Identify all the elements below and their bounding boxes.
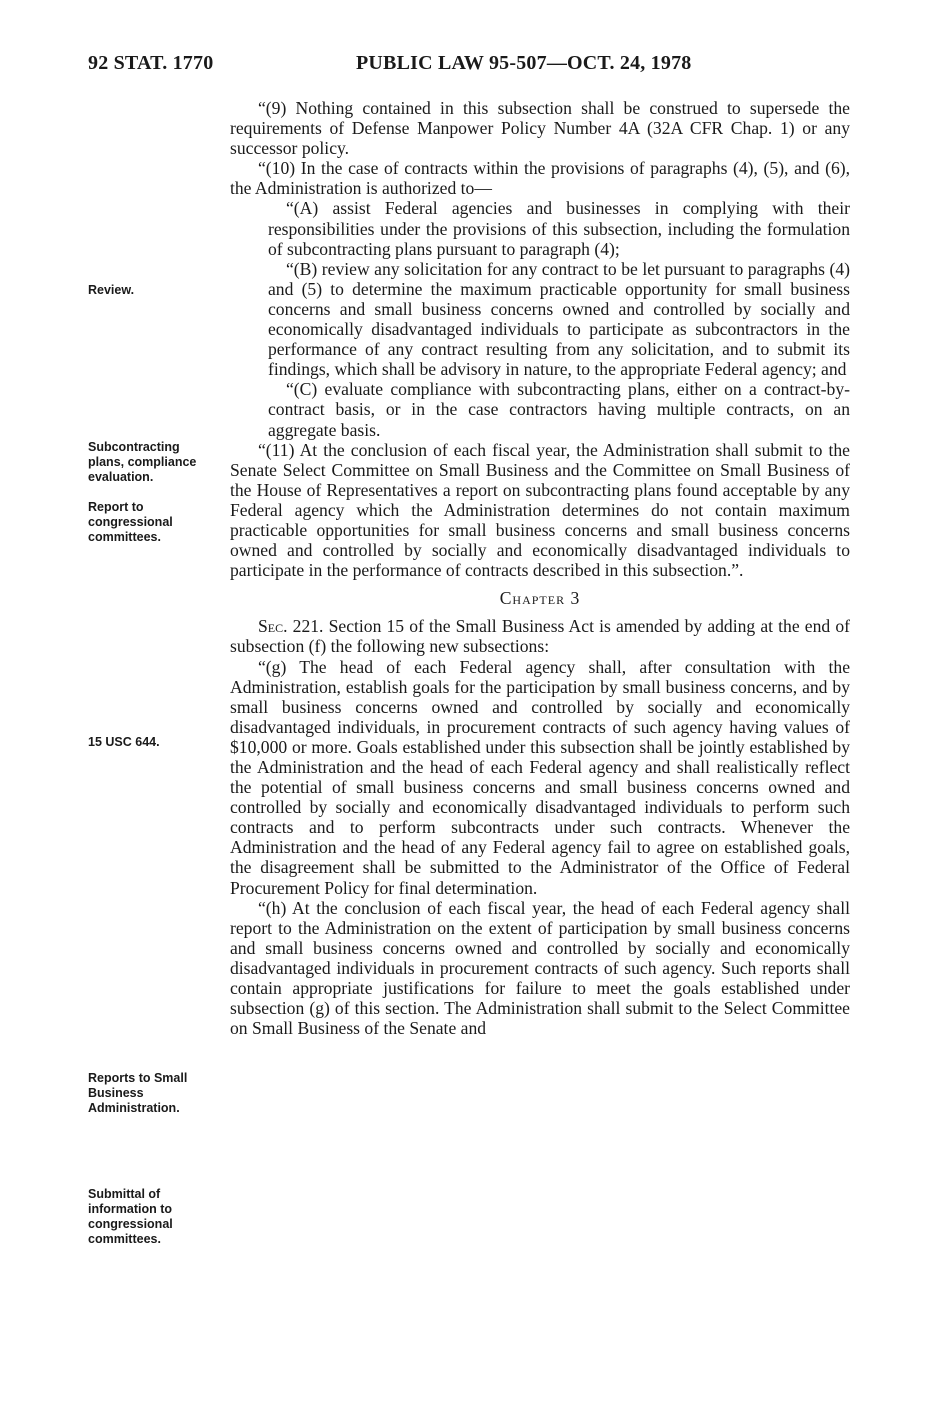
- paragraph-10: “(10) In the case of contracts within the provisions of paragraphs (4), (5), and (6), the Administration is authorized to—: [230, 158, 850, 199]
- chapter-heading: Chapter 3: [499, 588, 581, 609]
- paragraph-9: “(9) Nothing contained in this subsection shall be construed to supersede the requirements of Defense Manpower Policy Number 4A (32A CFR Chap. 1) or any successor policy.: [230, 98, 850, 159]
- section-221: [230, 616, 850, 656]
- margin-note-subcontracting: Subcontracting plans, compliance evaluation.: [88, 440, 197, 484]
- paragraph-11: “(11) At the conclusion of each fiscal year, the Administration shall submit to the Senate Select Committee on Small Business and the Committee on Small Business of the House of Representatives a report on subcontracting plans found acceptable by any Federal agency which the Administration determines do not contain maximum practicable opportunities for small business concerns and small business concerns owned and controlled by socially and economically disadvantaged individuals to participate in the performance of contracts described in this subsection.”.: [230, 439, 850, 581]
- margin-note-usc: 15 USC 644.: [88, 735, 160, 749]
- section-label: Sec. 221.: [258, 616, 324, 637]
- margin-note-report-congress: Report to congressional committees.: [88, 500, 173, 544]
- margin-note-submittal: Submittal of information to congressional committees.: [88, 1187, 173, 1246]
- subsection-h: “(h) At the conclusion of each fiscal year, the head of each Federal agency shall report to the Administration on the extent of participation by small business concerns and small business concerns owned and controlled by socially and economically disadvantaged individuals in procurement contracts of such agency. Such reports shall contain appropriate justifications for failure to meet the goals established under subsection (g) of this section. The Administration shall submit to the Select Committee on Small Business of the Senate and: [230, 897, 850, 1039]
- margin-note-review: Review.: [88, 283, 135, 297]
- subparagraph-b: “(B) review any solicitation for any contract to be let pursuant to paragraphs (4) and (5) to determine the maximum practicable opportunity for small business concerns and small business concerns owned and controlled by socially and economically disadvantaged individuals to participate as subcontractors in the performance of any contract resulting from any solicitation, and to submit its findings, which shall be advisory in nature, to the appropriate Federal agency; and: [268, 258, 850, 380]
- subparagraph-a: “(A) assist Federal agencies and businesses in complying with their responsibilities under the provisions of this subsection, including the formulation of subcontracting plans pursuant to paragraph (4);: [268, 198, 850, 259]
- stat-page-number: 92 STAT. 1770: [88, 52, 214, 74]
- page-header: [0, 52, 947, 82]
- subsection-g: “(g) The head of each Federal agency shall, after consultation with the Administration, establish goals for the participation by small business concerns, and by small business concerns owned and controlled by socially and economically disadvantaged individuals, in procurement contracts of such agency having values of $10,000 or more. Goals established under this subsection shall be jointly established by the Administration and the head of each Federal agency and shall realistically reflect the potential of small business concerns and small business concerns owned and controlled by socially and economically disadvantaged individuals to perform such contracts and to perform subcontracts under such contracts. Whenever the Administration and the head of any Federal agency fail to agree on established goals, the disagreement shall be submitted to the Administrator of the Office of Federal Procurement Policy for final determination.: [230, 656, 850, 898]
- public-law-title: PUBLIC LAW 95-507—OCT. 24, 1978: [356, 52, 692, 74]
- margin-note-reports-sba: Reports to Small Business Administration.: [88, 1071, 188, 1115]
- section-221-text: Section 15 of the Small Business Act is amended by adding at the end of subsection (f) the following new subsections:: [230, 616, 850, 657]
- statute-body: [230, 98, 850, 1038]
- subparagraph-c: “(C) evaluate compliance with subcontracting plans, either on a contract-by-contract basis, or in the case contractors having multiple contracts, on an aggregate basis.: [268, 379, 850, 440]
